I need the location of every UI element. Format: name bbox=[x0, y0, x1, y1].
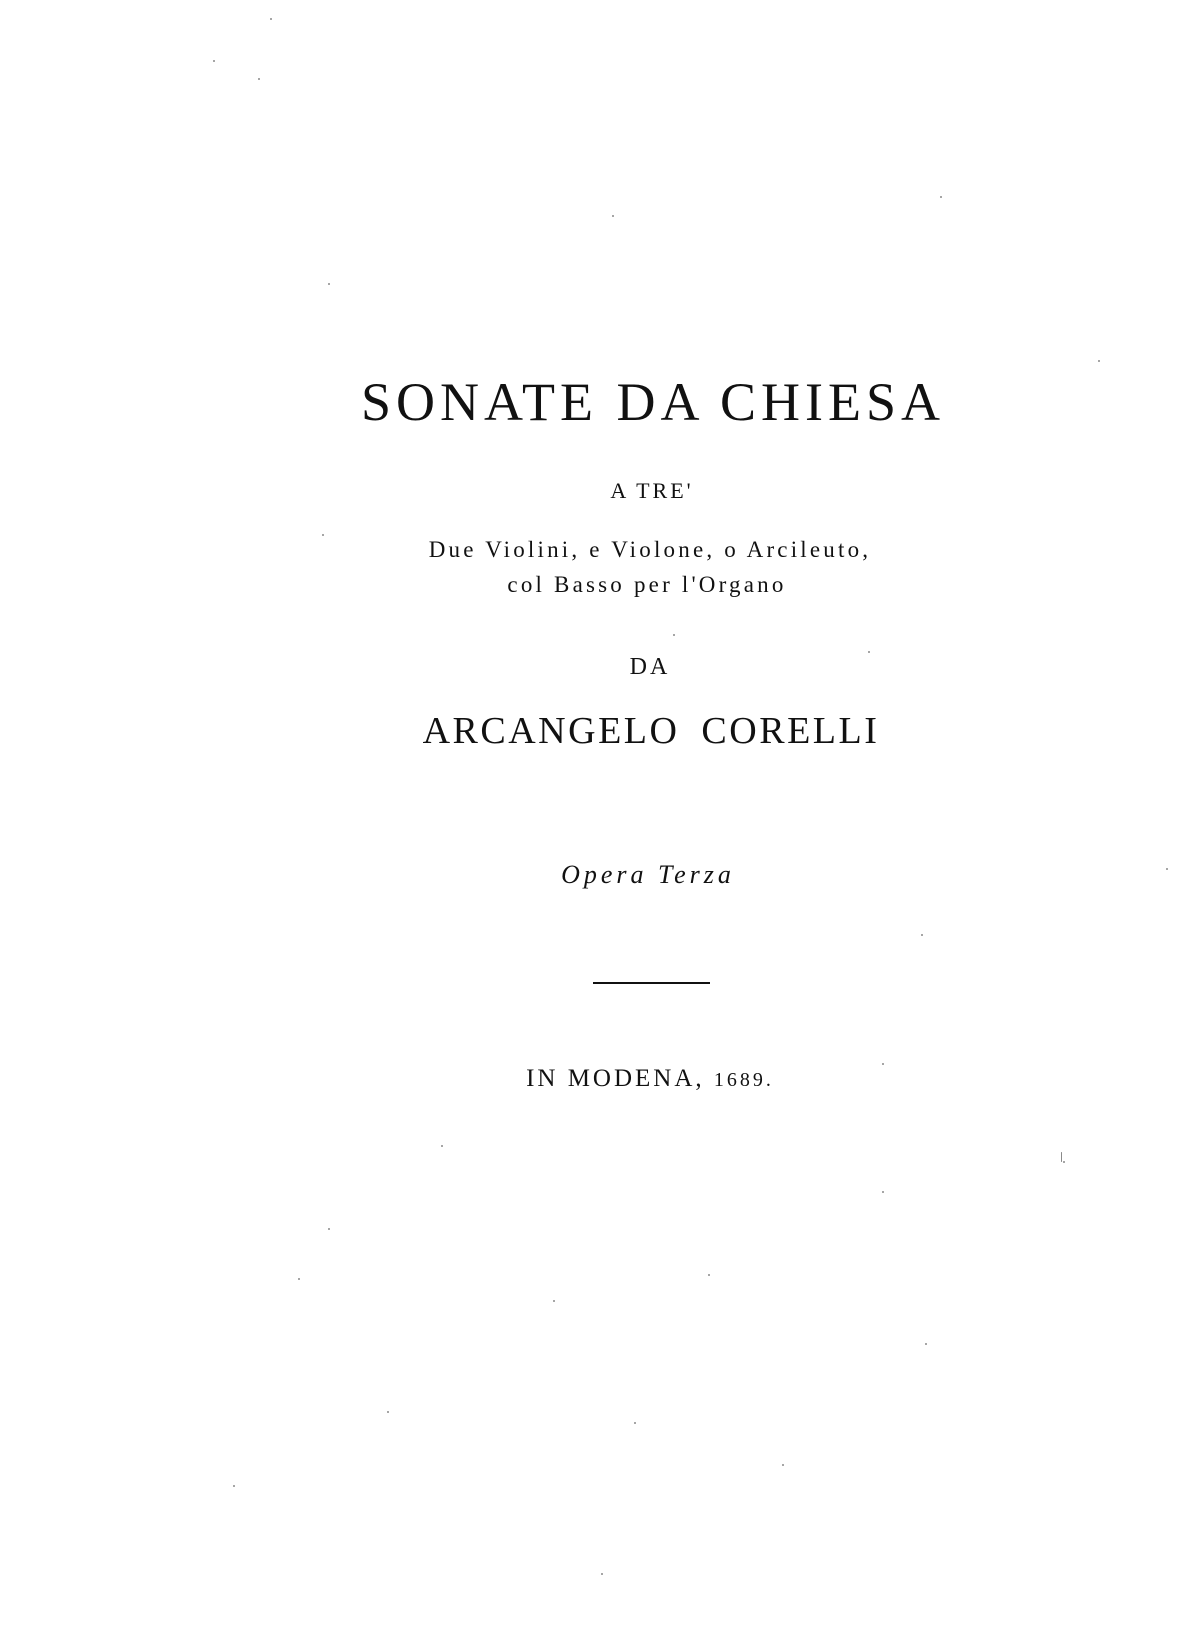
instrumentation-line-1: Due Violini, e Violone, o Arcileuto, bbox=[428, 537, 872, 562]
instrumentation-line-2: col Basso per l'Organo bbox=[507, 572, 787, 597]
work-title: SONATE DA CHIESA bbox=[360, 372, 946, 432]
scan-speck bbox=[1061, 1152, 1062, 1162]
scan-speck bbox=[940, 196, 942, 198]
divider-rule bbox=[593, 982, 710, 984]
opus-number: Opera Terza bbox=[561, 860, 735, 889]
scan-speck bbox=[925, 1343, 927, 1345]
scan-speck bbox=[1166, 868, 1168, 870]
by-label: DA bbox=[629, 654, 671, 680]
scan-speck bbox=[612, 215, 614, 217]
scan-speck bbox=[233, 1485, 235, 1487]
scan-speck bbox=[270, 18, 272, 20]
scan-speck bbox=[782, 1464, 784, 1466]
scan-speck bbox=[258, 78, 260, 80]
ensemble-subtitle: A TRE' bbox=[610, 478, 694, 503]
composer-name: ARCANGELO CORELLI bbox=[422, 710, 880, 752]
scan-speck bbox=[882, 1063, 884, 1065]
scan-speck bbox=[601, 1573, 603, 1575]
scan-speck bbox=[328, 1228, 330, 1230]
scan-speck bbox=[298, 1278, 300, 1280]
imprint-place: IN MODENA, bbox=[526, 1065, 705, 1092]
scan-speck bbox=[868, 651, 870, 653]
scan-speck bbox=[328, 283, 330, 285]
scan-speck bbox=[708, 1274, 710, 1276]
scan-speck bbox=[634, 1422, 636, 1424]
imprint-year: 1689. bbox=[713, 1069, 774, 1091]
scan-speck bbox=[553, 1300, 555, 1302]
scan-speck bbox=[1098, 360, 1100, 362]
scan-speck bbox=[387, 1411, 389, 1413]
imprint bbox=[0, 1063, 1200, 1096]
scan-speck bbox=[213, 60, 215, 62]
scan-speck bbox=[1063, 1161, 1065, 1163]
scan-speck bbox=[322, 534, 324, 536]
scan-speck bbox=[921, 934, 923, 936]
scan-speck bbox=[441, 1145, 443, 1147]
scan-speck bbox=[882, 1191, 884, 1193]
scan-speck bbox=[673, 634, 675, 636]
